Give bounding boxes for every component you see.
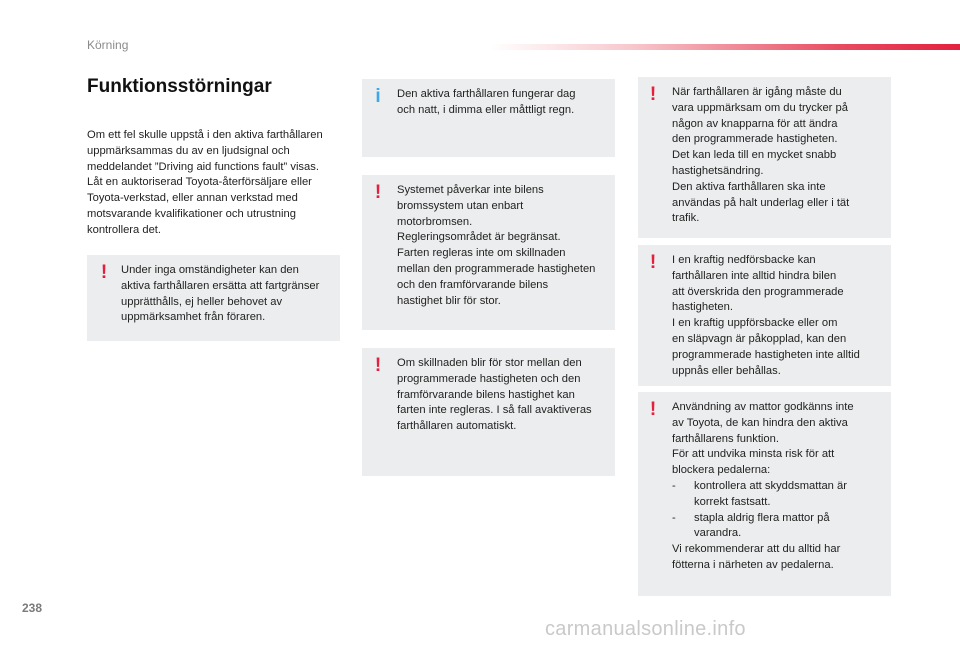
warning-line: När farthållaren är igång måste du (672, 86, 842, 98)
warning-icon: ! (374, 355, 382, 376)
warning-line: Systemet påverkar inte bilens (397, 184, 544, 196)
intro-paragraph (87, 128, 342, 239)
warning-line: motorbromsen. (397, 215, 473, 228)
warning-line: För att undvika minsta risk för att (672, 448, 835, 461)
warning-box (638, 245, 891, 386)
warning-box (362, 175, 615, 330)
warning-box (638, 77, 891, 238)
bullet-item (672, 511, 883, 527)
warning-icon: ! (649, 84, 657, 105)
watermark: carmanualsonline.info (545, 618, 746, 640)
warning-line: Det kan leda till en mycket snabb (672, 149, 837, 162)
warning-line: Om skillnaden blir för stor mellan den (397, 357, 582, 369)
warning-line: Regleringsområdet är begränsat. (397, 231, 561, 244)
intro-line: kontrollera det. (87, 223, 162, 236)
warning-icon: ! (649, 252, 657, 273)
warning-line: Under inga omständigheter kan den (121, 264, 299, 276)
warning-line: upprätthålls, ej heller behovet av (121, 295, 283, 308)
warning-box (87, 255, 340, 341)
info-line: och natt, i dimma eller måttligt regn. (397, 103, 575, 116)
warning-line: Farten regleras inte om skillnaden (397, 247, 566, 260)
warning-line: programmerade hastigheten och den (397, 372, 581, 385)
warning-line: mellan den programmerade hastigheten (397, 262, 596, 275)
warning-line: någon av knapparna för att ändra (672, 117, 838, 130)
warning-line: hastighet blir för stor. (397, 294, 501, 307)
intro-line: Toyota-verkstad, eller annan verkstad med (87, 192, 298, 205)
warning-line: uppmärksamhet från föraren. (121, 311, 266, 324)
warning-line: vara uppmärksam om du trycker på (672, 101, 848, 114)
warning-line: fötterna i närheten av pedalerna. (672, 558, 834, 571)
intro-line: Om ett fel skulle uppstå i den aktiva farthållaren (87, 129, 323, 141)
warning-icon: ! (374, 182, 382, 203)
warning-line: I en kraftig uppförsbacke eller om (672, 317, 838, 330)
warning-line: Vi rekommenderar att du alltid har (672, 543, 841, 556)
warning-line: farthållaren automatiskt. (397, 420, 517, 433)
warning-line: farten inte regleras. I så fall avaktiveras (397, 404, 592, 417)
dash-marker: - (672, 479, 676, 492)
warning-line: aktiva farthållaren ersätta att fartgränser (121, 279, 320, 292)
intro-line: uppmärksammas du av en ljudsignal och (87, 144, 290, 157)
warning-line: och den framförvarande bilens (397, 278, 549, 291)
bullet-text: stapla aldrig flera mattor på (694, 511, 830, 524)
header-accent-bar (490, 44, 960, 50)
warning-line: den programmerade hastigheten. (672, 133, 838, 146)
bullet-text: kontrollera att skyddsmattan är (694, 479, 847, 492)
warning-line: programmerade hastigheten inte alltid (672, 348, 860, 361)
page-number: 238 (22, 601, 43, 615)
warning-line: att överskrida den programmerade (672, 285, 844, 298)
warning-line: trafik. (672, 212, 700, 225)
warning-line: en släpvagn är påkopplad, kan den (672, 332, 847, 345)
warning-icon: ! (649, 399, 657, 420)
page-title: Funktionsstörningar (87, 76, 272, 97)
warning-line: blockera pedalerna: (672, 464, 771, 477)
info-icon: i (375, 86, 381, 107)
warning-line: hastigheten. (672, 301, 733, 314)
warning-box (638, 392, 891, 596)
intro-line: Låt en auktoriserad Toyota-återförsäljare eller (87, 176, 312, 189)
warning-line: hastighetsändring. (672, 164, 764, 177)
info-box (362, 79, 615, 157)
dash-marker: - (672, 511, 676, 524)
warning-line: bromssystem utan enbart (397, 199, 524, 212)
warning-line: I en kraftig nedförsbacke kan (672, 254, 816, 266)
warning-line: farthållaren inte alltid hindra bilen (672, 269, 837, 282)
intro-line: motsvarande kvalifikationer och utrustning (87, 207, 296, 220)
warning-line: uppnås eller behållas. (672, 364, 781, 377)
warning-line: användas på halt underlag eller i tät (672, 196, 850, 209)
warning-box (362, 348, 615, 476)
warning-line: farthållarens funktion. (672, 432, 779, 445)
warning-icon: ! (100, 262, 108, 283)
warning-line: Den aktiva farthållaren ska inte (672, 180, 826, 193)
warning-line: Användning av mattor godkänns inte (672, 401, 854, 413)
bullet-item (672, 479, 883, 495)
warning-line: av Toyota, de kan hindra den aktiva (672, 416, 848, 429)
info-line: Den aktiva farthållaren fungerar dag (397, 88, 576, 100)
bullet-text: varandra. (694, 527, 742, 540)
bullet-text: korrekt fastsatt. (694, 495, 771, 508)
section-title: Körning (87, 38, 129, 52)
warning-line: framförvarande bilens hastighet kan (397, 388, 575, 401)
intro-line: meddelandet ”Driving aid functions fault” visas. (87, 160, 319, 173)
